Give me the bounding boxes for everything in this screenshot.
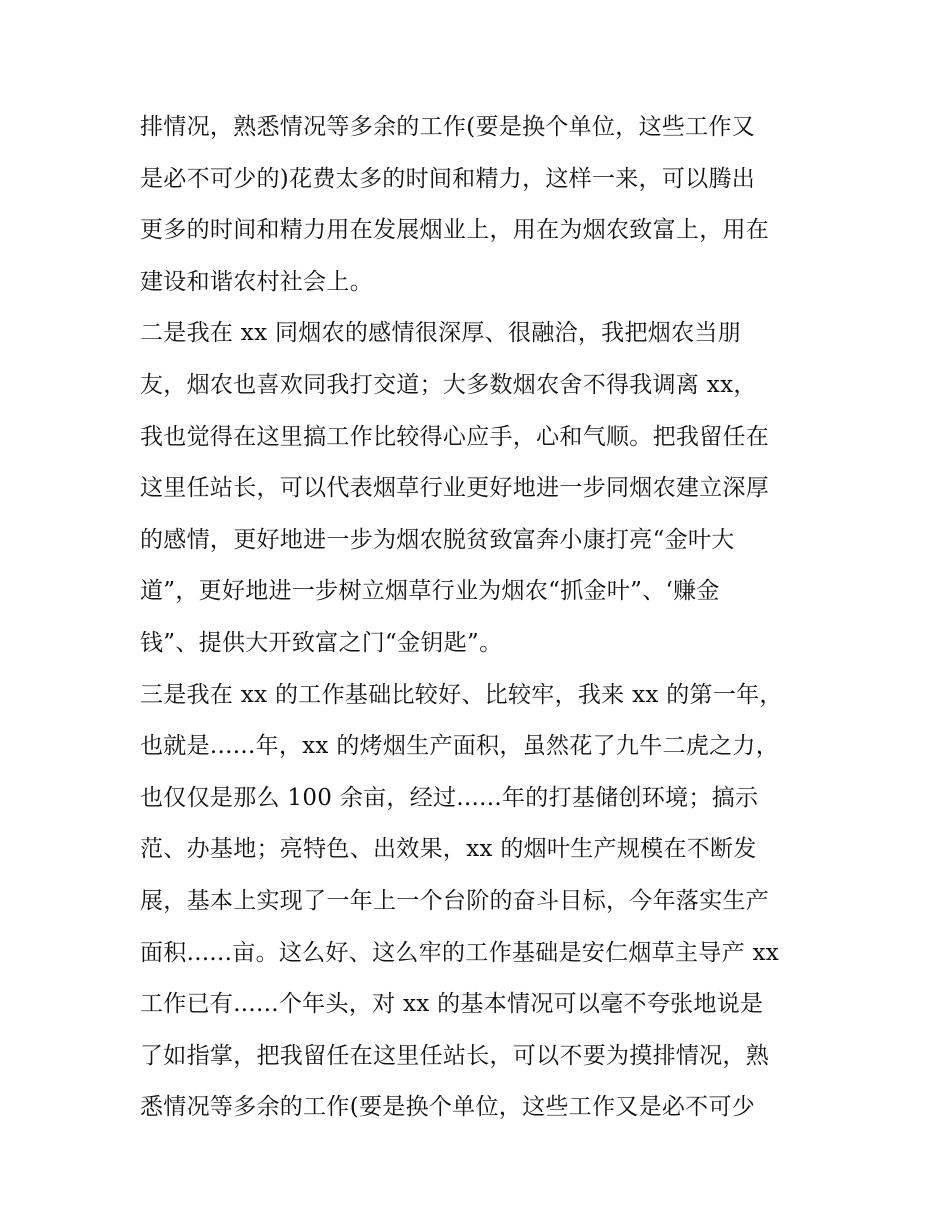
text-line: 道”，更好地进一步树立烟草行业为烟农“抓金叶”、‘赚金 — [140, 578, 720, 605]
text-line: 范、办基地；亮特色、出效果，xx 的烟叶生产规模在不断发 — [140, 836, 757, 863]
text-line: 我也觉得在这里搞工作比较得心应手，心和气顺。把我留任在 — [140, 423, 770, 450]
text-line: 二是我在 xx 同烟农的感情很深厚、很融洽，我把烟农当朋 — [140, 320, 741, 347]
text-line: 是必不可少的)花费太多的时间和精力，这样一来，可以腾出 — [140, 165, 756, 192]
body-text — [140, 102, 830, 1134]
text-line: 面积......亩。这么好、这么牢的工作基础是安仁烟草主导产 xx — [140, 939, 780, 966]
text-line: 的感情，更好地进一步为烟农脱贫致富奔小康打亮“金叶大 — [140, 526, 735, 553]
text-line: 展，基本上实现了一年上一个台阶的奋斗目标，今年落实生产 — [140, 887, 770, 914]
text-line: 工作已有......个年头，对 xx 的基本情况可以毫不夸张地说是 — [140, 991, 764, 1018]
text-line: 也仅仅是那么 100 余亩，经过......年的打基储创环境；搞示 — [140, 784, 759, 811]
text-line: 钱”、提供大开致富之门“金钥匙”。 — [140, 629, 503, 656]
text-line: 这里任站长，可以代表烟草行业更好地进一步同烟农建立深厚 — [140, 475, 770, 502]
text-line: 悉情况等多余的工作(要是换个单位，这些工作又是必不可少 — [140, 1094, 756, 1121]
text-line: 排情况，熟悉情况等多余的工作(要是换个单位，这些工作又 — [140, 114, 756, 140]
text-line: 三是我在 xx 的工作基础比较好、比较牢，我来 xx 的第一年， — [140, 681, 783, 708]
text-line: 更多的时间和精力用在发展烟业上，用在为烟农致富上，用在 — [140, 217, 770, 244]
text-line: 也就是......年，xx 的烤烟生产面积，虽然花了九牛二虎之力， — [140, 733, 780, 760]
text-line: 建设和谐农村社会上。 — [140, 268, 373, 295]
text-line: 了如指掌，把我留任在这里任站长，可以不要为摸排情况，熟 — [140, 1042, 770, 1069]
text-line: 友，烟农也喜欢同我打交道；大多数烟农舍不得我调离 xx， — [140, 371, 757, 398]
